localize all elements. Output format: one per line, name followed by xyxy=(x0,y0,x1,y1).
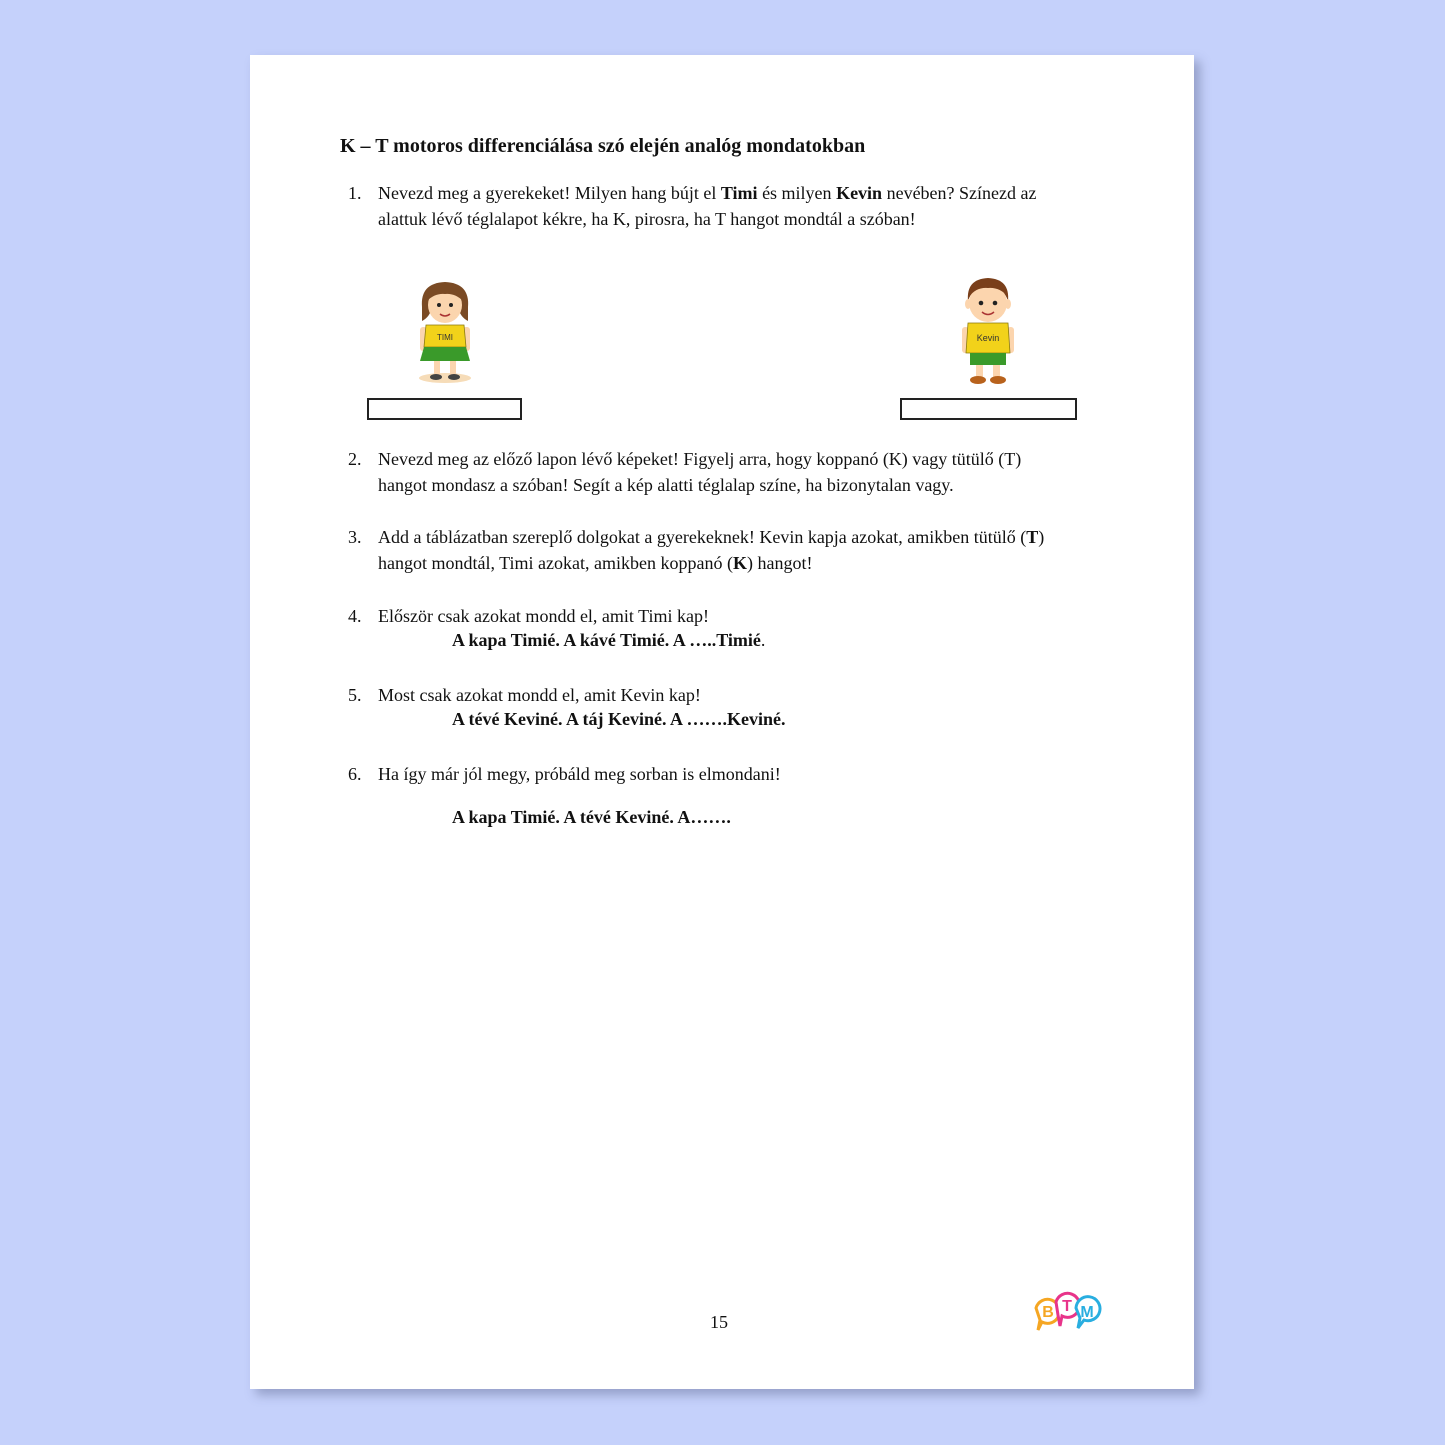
exercise-number: 6. xyxy=(348,764,362,784)
exercise-number: 5. xyxy=(348,685,362,705)
boy-kevin-illustration xyxy=(958,275,1018,387)
exercise-text-line: Először csak azokat mondd el, amit Timi kap! xyxy=(378,606,709,626)
exercise-text-line: hangot mondtál, Timi azokat, amikben koppanó (K) hangot! xyxy=(378,553,813,573)
example-sentence: A kapa Timié. A tévé Keviné. A……. xyxy=(452,807,731,827)
girl-timi-illustration xyxy=(410,277,480,385)
exercise-number: 2. xyxy=(348,449,362,469)
example-sentence: A tévé Keviné. A táj Keviné. A …….Keviné. xyxy=(452,709,786,729)
name-kevin: Kevin xyxy=(836,183,883,203)
exercise-text-line: Nevezd meg a gyerekeket! Milyen hang bújt el Timi és milyen Kevin nevében? Színezd az xyxy=(378,183,1037,203)
exercise-number: 3. xyxy=(348,527,362,547)
page-title: K – T motoros differenciálása szó elején analóg mondatokban xyxy=(340,135,866,157)
name-timi: Timi xyxy=(720,183,758,203)
timi-color-box[interactable] xyxy=(367,398,522,420)
exercise-text-line: alattuk lévő téglalapot kékre, ha K, pirosra, ha T hangot mondtál a szóban! xyxy=(378,209,916,229)
exercise-number: 1. xyxy=(348,183,362,203)
svg-text:M: M xyxy=(1080,1304,1094,1321)
exercise-text-line: Nevezd meg az előző lapon lévő képeket! Figyelj arra, hogy koppanó (K) vagy tütülő (T) xyxy=(378,449,1022,469)
page-number: 15 xyxy=(710,1312,728,1332)
example-sentence: A kapa Timié. A kávé Timié. A …..Timié. xyxy=(452,630,766,650)
svg-text:B: B xyxy=(1042,1304,1054,1321)
exercise-text-line: Add a táblázatban szereplő dolgokat a gyerekeknek! Kevin kapja azokat, amikben tütülő (T) xyxy=(378,527,1045,547)
exercise-text-line: Most csak azokat mondd el, amit Kevin kap! xyxy=(378,685,701,705)
girl-shirt-text: TIMI xyxy=(437,333,453,342)
exercise-text-line: Ha így már jól megy, próbáld meg sorban is elmondani! xyxy=(378,764,781,784)
btm-logo xyxy=(1032,1288,1102,1336)
svg-text:T: T xyxy=(1062,1298,1072,1315)
document-page xyxy=(250,55,1194,1389)
kevin-color-box[interactable] xyxy=(900,398,1077,420)
exercise-number: 4. xyxy=(348,606,362,626)
boy-shirt-text: Kevin xyxy=(976,333,1000,343)
exercise-text-line: hangot mondasz a szóban! Segít a kép alatti téglalap színe, ha bizonytalan vagy. xyxy=(378,475,954,495)
